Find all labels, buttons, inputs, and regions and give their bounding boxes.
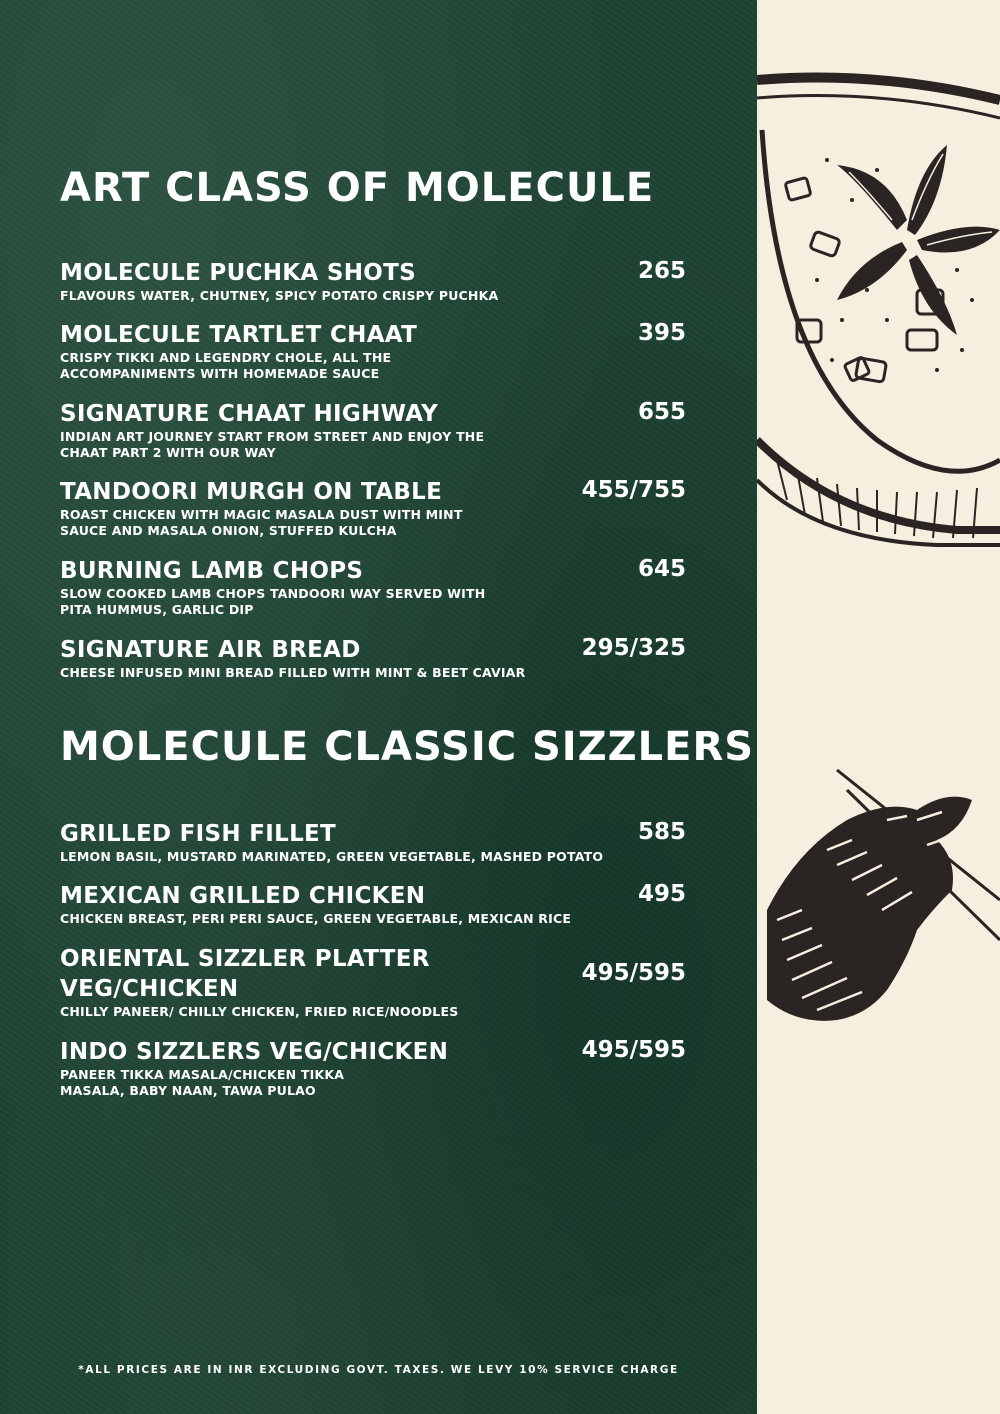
item-price: 585 — [637, 819, 686, 845]
item-name: MOLECULE PUCHKA SHOTS — [60, 260, 416, 286]
menu-item — [60, 399, 686, 461]
section-title-art-class: ART CLASS OF MOLECULE — [60, 165, 655, 211]
item-description: FLAVOURS WATER, CHUTNEY, SPICY POTATO CRISPY PUCHKA — [60, 288, 499, 303]
item-name: SIGNATURE CHAAT HIGHWAY — [60, 401, 439, 427]
item-description: ROAST CHICKEN WITH MAGIC MASALA DUST WITH MINT SAUCE AND MASALA ONION, STUFFED KULCHA — [60, 507, 463, 538]
chopsticks-hand-icon — [757, 760, 1000, 1040]
price-footnote: *ALL PRICES ARE IN INR EXCLUDING GOVT. TAXES. WE LEVY 10% SERVICE CHARGE — [78, 1364, 679, 1376]
item-price: 495/595 — [581, 1037, 686, 1063]
item-name: ORIENTAL SIZZLER PLATTER VEG/CHICKEN — [60, 946, 430, 1002]
item-price: 495/595 — [581, 960, 686, 986]
section-title-sizzlers: MOLECULE CLASSIC SIZZLERS — [60, 724, 755, 770]
item-name: BURNING LAMB CHOPS — [60, 558, 364, 584]
item-name: SIGNATURE AIR BREAD — [60, 637, 361, 663]
menu-item — [60, 819, 686, 865]
item-price: 295/325 — [581, 635, 686, 661]
item-price: 455/755 — [581, 477, 686, 503]
item-description: INDIAN ART JOURNEY START FROM STREET AND ENJOY THE CHAAT PART 2 WITH OUR WAY — [60, 429, 485, 460]
item-name: MOLECULE TARTLET CHAAT — [60, 322, 418, 348]
menu-item — [60, 258, 686, 304]
item-description: CHILLY PANEER/ CHILLY CHICKEN, FRIED RICE/NOODLES — [60, 1004, 459, 1019]
item-name: GRILLED FISH FILLET — [60, 821, 337, 847]
menu-item — [60, 556, 686, 618]
menu-item — [60, 635, 686, 681]
menu-item — [60, 320, 686, 382]
menu-item — [60, 881, 686, 927]
item-description: CRISPY TIKKI AND LEGENDRY CHOLE, ALL THE ACCOMPANIMENTS WITH HOMEMADE SAUCE — [60, 350, 392, 381]
item-price: 655 — [637, 399, 686, 425]
item-description: CHEESE INFUSED MINI BREAD FILLED WITH MINT & BEET CAVIAR — [60, 665, 526, 680]
item-name: INDO SIZZLERS VEG/CHICKEN — [60, 1039, 449, 1065]
item-price: 645 — [637, 556, 686, 582]
item-price: 395 — [637, 320, 686, 346]
item-name: TANDOORI MURGH ON TABLE — [60, 479, 443, 505]
item-price: 265 — [637, 258, 686, 284]
item-description: PANEER TIKKA MASALA/CHICKEN TIKKA MASALA, BABY NAAN, TAWA PULAO — [60, 1067, 345, 1098]
menu-item — [60, 477, 686, 539]
soup-bowl-icon — [757, 60, 1000, 620]
item-description: CHICKEN BREAST, PERI PERI SAUCE, GREEN VEGETABLE, MEXICAN RICE — [60, 911, 572, 926]
illustration-panel — [757, 0, 1000, 1414]
menu-item — [60, 1037, 686, 1099]
item-description: SLOW COOKED LAMB CHOPS TANDOORI WAY SERVED WITH PITA HUMMUS, GARLIC DIP — [60, 586, 486, 617]
item-name: MEXICAN GRILLED CHICKEN — [60, 883, 426, 909]
item-price: 495 — [637, 881, 686, 907]
item-description: LEMON BASIL, MUSTARD MARINATED, GREEN VEGETABLE, MASHED POTATO — [60, 849, 604, 864]
menu-item — [60, 944, 686, 1020]
